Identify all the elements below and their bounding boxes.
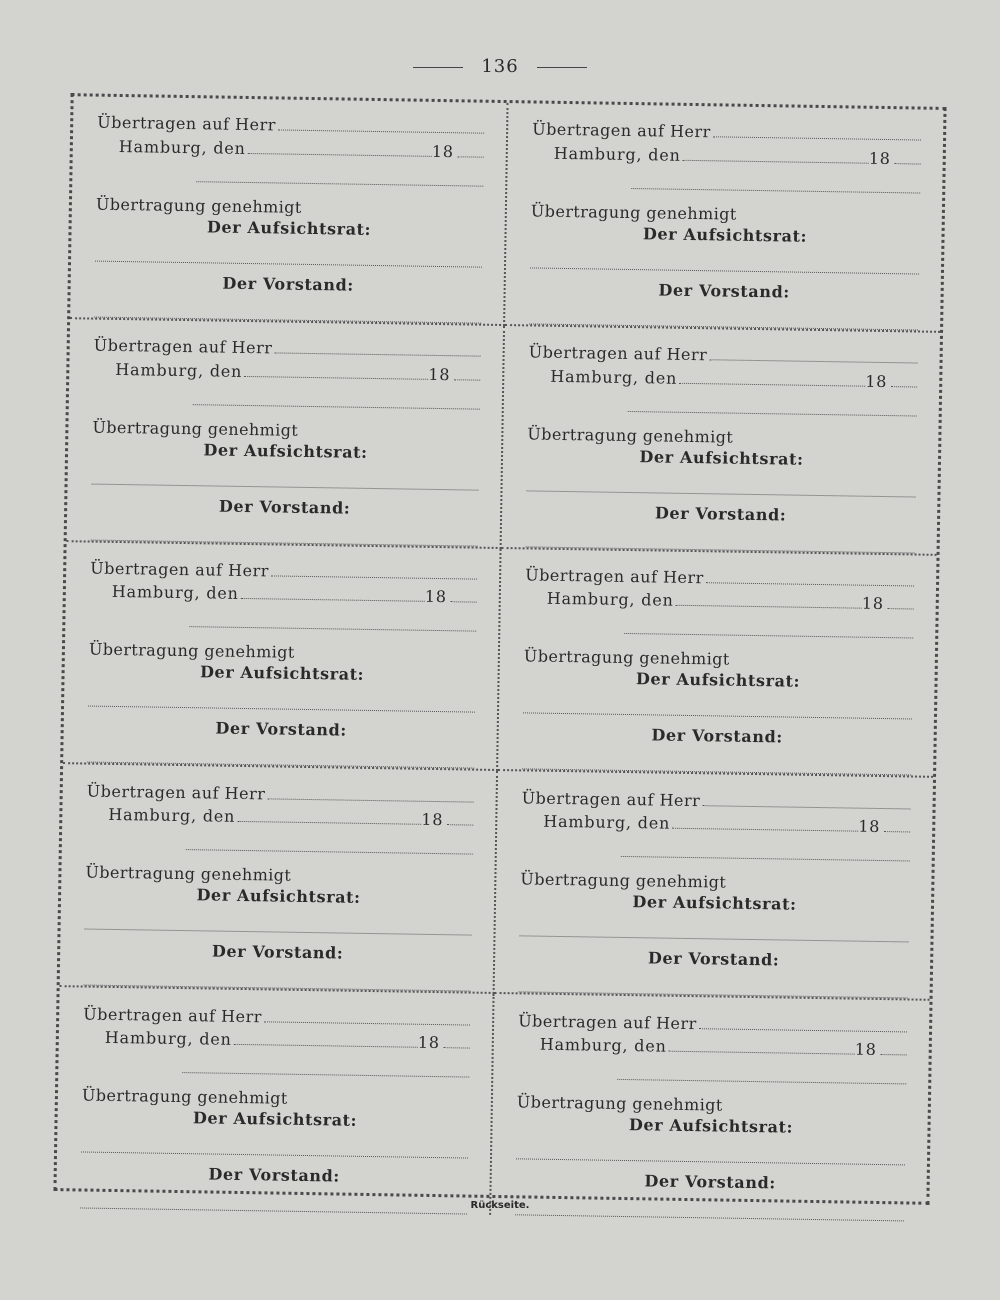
page-number [0, 56, 1000, 77]
city-label: Hamburg, den [543, 811, 671, 833]
city-label: Hamburg, den [546, 589, 674, 611]
city-label: Hamburg, den [553, 143, 681, 165]
blank-line[interactable] [631, 174, 920, 194]
transferee-field[interactable] [709, 345, 918, 364]
executive-board-label: Der Vorstand: [651, 725, 784, 747]
year-field[interactable] [895, 149, 921, 165]
date-field[interactable] [679, 368, 865, 386]
executive-board-label: Der Vorstand: [658, 280, 790, 302]
executive-board-label: Der Vorstand: [647, 948, 780, 970]
page-number-text: 136 [481, 56, 519, 77]
blank-line[interactable] [189, 612, 476, 632]
executive-board-label: Der Vorstand: [218, 496, 351, 518]
year-prefix: 18 [417, 1032, 440, 1053]
transfer-form-cell [502, 326, 940, 556]
blank-line[interactable] [193, 390, 480, 410]
transferee-field[interactable] [278, 115, 485, 134]
executive-board-label: Der Vorstand: [222, 273, 355, 295]
transferee-field[interactable] [264, 1006, 471, 1025]
year-field[interactable] [454, 364, 480, 380]
transfer-label: Übertragen auf Herr [93, 335, 273, 358]
approved-label: Übertragung genehmigt [527, 423, 734, 447]
transfer-form-cell [60, 764, 498, 994]
transferee-field[interactable] [274, 338, 481, 357]
date-field[interactable] [244, 361, 428, 379]
date-field[interactable] [669, 1036, 855, 1054]
blank-line[interactable] [624, 619, 913, 639]
city-label: Hamburg, den [104, 1027, 232, 1049]
approved-label: Übertragung genehmigt [516, 1092, 723, 1115]
year-prefix: 18 [854, 1039, 877, 1059]
approved-label: Übertragung genehmigt [523, 646, 730, 669]
date-field[interactable] [237, 807, 421, 825]
footer-label: Rückseite. [470, 1200, 530, 1211]
transfer-label: Übertragen auf Herr [528, 342, 708, 365]
transfer-label: Übertragen auf Herr [518, 1010, 697, 1033]
supervisory-board-signature-line[interactable] [95, 246, 482, 267]
transfer-form-grid [53, 93, 946, 1205]
transferee-field[interactable] [702, 791, 911, 810]
transferee-field[interactable] [706, 568, 915, 587]
year-prefix: 18 [421, 809, 444, 830]
transfer-form-cell [498, 549, 936, 779]
supervisory-board-signature-line[interactable] [519, 921, 908, 942]
transferee-field[interactable] [699, 1013, 908, 1032]
year-field[interactable] [888, 594, 914, 610]
executive-board-label: Der Vorstand: [654, 502, 787, 525]
executive-board-label: Der Vorstand: [211, 941, 344, 963]
transfer-label: Übertragen auf Herr [90, 558, 269, 581]
city-label: Hamburg, den [550, 366, 678, 388]
supervisory-board-label: Der Aufsichtsrat: [203, 439, 368, 462]
year-field[interactable] [891, 371, 917, 387]
supervisory-board-label: Der Aufsichtsrat: [192, 1108, 358, 1130]
year-prefix: 18 [861, 594, 884, 614]
executive-board-label: Der Vorstand: [215, 718, 348, 740]
date-field[interactable] [234, 1029, 418, 1047]
supervisory-board-signature-line[interactable] [85, 915, 472, 936]
transfer-form-cell [491, 994, 929, 1222]
transferee-field[interactable] [267, 784, 474, 803]
page-number-dash-right [537, 67, 587, 68]
city-label: Hamburg, den [118, 136, 246, 158]
year-prefix: 18 [858, 816, 881, 837]
transfer-label: Übertragen auf Herr [97, 113, 276, 135]
year-field[interactable] [881, 1040, 907, 1056]
transfer-label: Übertragen auf Herr [525, 565, 704, 588]
supervisory-board-signature-line[interactable] [523, 699, 912, 720]
year-prefix: 18 [428, 364, 451, 384]
blank-line[interactable] [182, 1058, 469, 1078]
transferee-field[interactable] [271, 561, 478, 580]
year-field[interactable] [451, 587, 477, 603]
date-field[interactable] [241, 584, 425, 602]
approved-label: Übertragung genehmigt [88, 639, 295, 663]
supervisory-board-signature-line[interactable] [88, 692, 475, 713]
transfer-form-cell [70, 96, 508, 326]
approved-label: Übertragung genehmigt [95, 194, 302, 217]
year-prefix: 18 [868, 148, 891, 168]
transfer-form-cell [495, 771, 933, 1001]
city-label: Hamburg, den [115, 359, 243, 381]
date-field[interactable] [683, 145, 869, 163]
approved-label: Übertragung genehmigt [530, 201, 737, 224]
blank-line[interactable] [621, 842, 910, 862]
transfer-form-cell [505, 103, 943, 333]
blank-line[interactable] [186, 835, 473, 855]
approved-label: Übertragung genehmigt [85, 862, 292, 885]
supervisory-board-signature-line[interactable] [81, 1137, 468, 1158]
city-label: Hamburg, den [108, 804, 236, 826]
date-field[interactable] [676, 591, 862, 609]
supervisory-board-label: Der Aufsichtsrat: [206, 217, 372, 239]
transfer-label: Übertragen auf Herr [521, 788, 701, 810]
year-field[interactable] [884, 817, 910, 833]
transfer-label: Übertragen auf Herr [83, 1004, 262, 1026]
executive-board-label: Der Vorstand: [208, 1164, 341, 1186]
supervisory-board-label: Der Aufsichtsrat: [639, 446, 804, 469]
transfer-label: Übertragen auf Herr [532, 119, 711, 142]
date-field[interactable] [248, 138, 432, 156]
year-field[interactable] [447, 810, 473, 826]
supervisory-board-label: Der Aufsichtsrat: [628, 1114, 794, 1137]
date-field[interactable] [672, 813, 858, 831]
page-number-dash-left [413, 67, 463, 68]
supervisory-board-label: Der Aufsichtsrat: [642, 223, 808, 246]
approved-label: Übertragung genehmigt [520, 869, 727, 892]
transfer-label: Übertragen auf Herr [86, 781, 266, 804]
blank-line[interactable] [628, 397, 917, 417]
transfer-form-cell [56, 987, 494, 1215]
supervisory-board-label: Der Aufsichtsrat: [196, 885, 361, 907]
year-field[interactable] [458, 142, 484, 158]
city-label: Hamburg, den [111, 582, 239, 604]
year-prefix: 18 [424, 587, 447, 607]
supervisory-board-label: Der Aufsichtsrat: [635, 669, 801, 692]
approved-label: Übertragung genehmigt [92, 417, 299, 440]
approved-label: Übertragung genehmigt [81, 1085, 288, 1108]
supervisory-board-signature-line[interactable] [92, 469, 479, 490]
supervisory-board-signature-line[interactable] [530, 253, 919, 274]
supervisory-board-label: Der Aufsichtsrat: [199, 662, 365, 685]
blank-line[interactable] [617, 1065, 906, 1085]
transferee-field[interactable] [713, 122, 922, 141]
city-label: Hamburg, den [539, 1034, 667, 1056]
supervisory-board-signature-line[interactable] [526, 476, 915, 497]
year-field[interactable] [444, 1033, 470, 1049]
supervisory-board-label: Der Aufsichtsrat: [632, 892, 797, 914]
supervisory-board-signature-line[interactable] [516, 1144, 905, 1165]
blank-line[interactable] [196, 167, 483, 187]
transfer-form-cell [67, 319, 505, 549]
year-prefix: 18 [865, 371, 888, 391]
transfer-form-cell [63, 542, 501, 772]
year-prefix: 18 [431, 141, 454, 161]
executive-board-label: Der Vorstand: [644, 1171, 777, 1193]
